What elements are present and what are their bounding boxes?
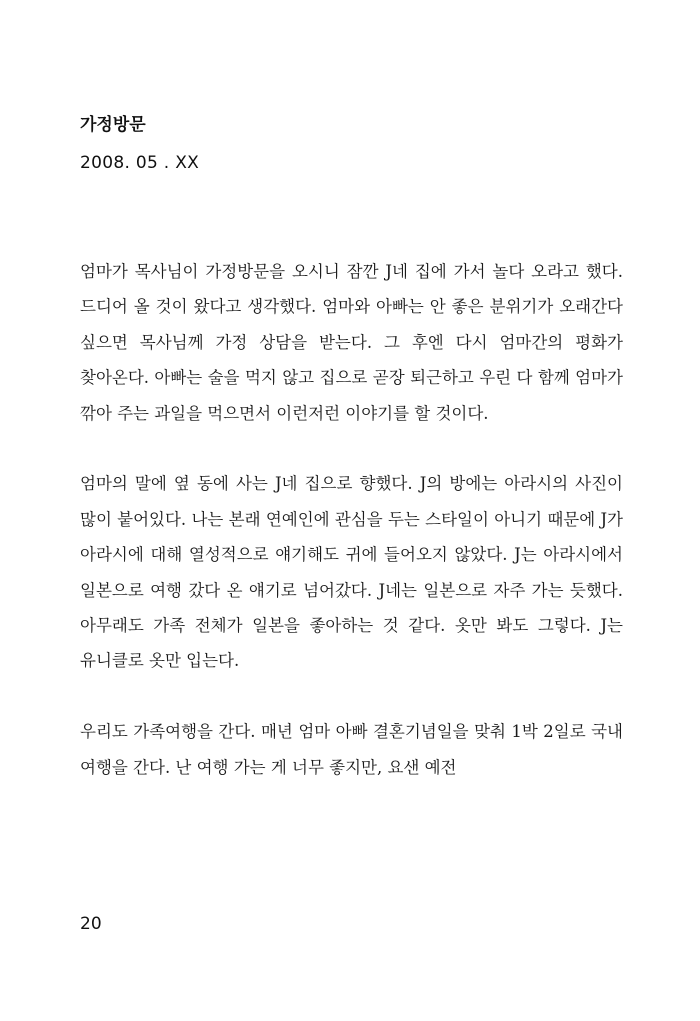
page-header xyxy=(80,110,620,178)
paragraph-3: 우리도 가족여행을 간다. 매년 엄마 아빠 결혼기념일을 맞춰 1박 2일로 국내 여행을 간다. 난 여행 가는 게 너무 좋지만, 요샌 예전 xyxy=(80,722,623,777)
page-title: 가정방문 xyxy=(80,115,146,135)
entry-date: 2008. 05 . XX xyxy=(80,153,200,173)
body-text xyxy=(80,254,623,785)
page-number: 20 xyxy=(80,914,102,934)
paragraph-1: 엄마가 목사님이 가정방문을 오시니 잠깐 J네 집에 가서 놀다 오라고 했다. 드디어 올 것이 왔다고 생각했다. 엄마와 아빠는 안 좋은 분위기가 오래간다 싶으면 목사님께 가정 상담을 받는다. 그 후엔 다시 엄마간의 평화가 찾아온다. 아빠는 술을 먹지 않고 집으로 곧장 퇴근하고 우린 다 함께 엄마가 깎아 주는 과일을 먹으면서 이런저런 이야기를 할 것이다. xyxy=(80,262,623,423)
paragraph-2: 엄마의 말에 옆 동에 사는 J네 집으로 향했다. J의 방에는 아라시의 사진이 많이 붙어있다. 나는 본래 연예인에 관심을 두는 스타일이 아니기 때문에 J가 아라시에 대해 열성적으로 얘기해도 귀에 들어오지 않았다. J는 아라시에서 일본으로 여행 갔다 온 얘기로 넘어갔다. J네는 일본으로 자주 가는 듯했다. 아무래도 가족 전체가 일본을 좋아하는 것 같다. 옷만 봐도 그렇다. J는 유니클로 옷만 입는다. xyxy=(80,474,623,671)
